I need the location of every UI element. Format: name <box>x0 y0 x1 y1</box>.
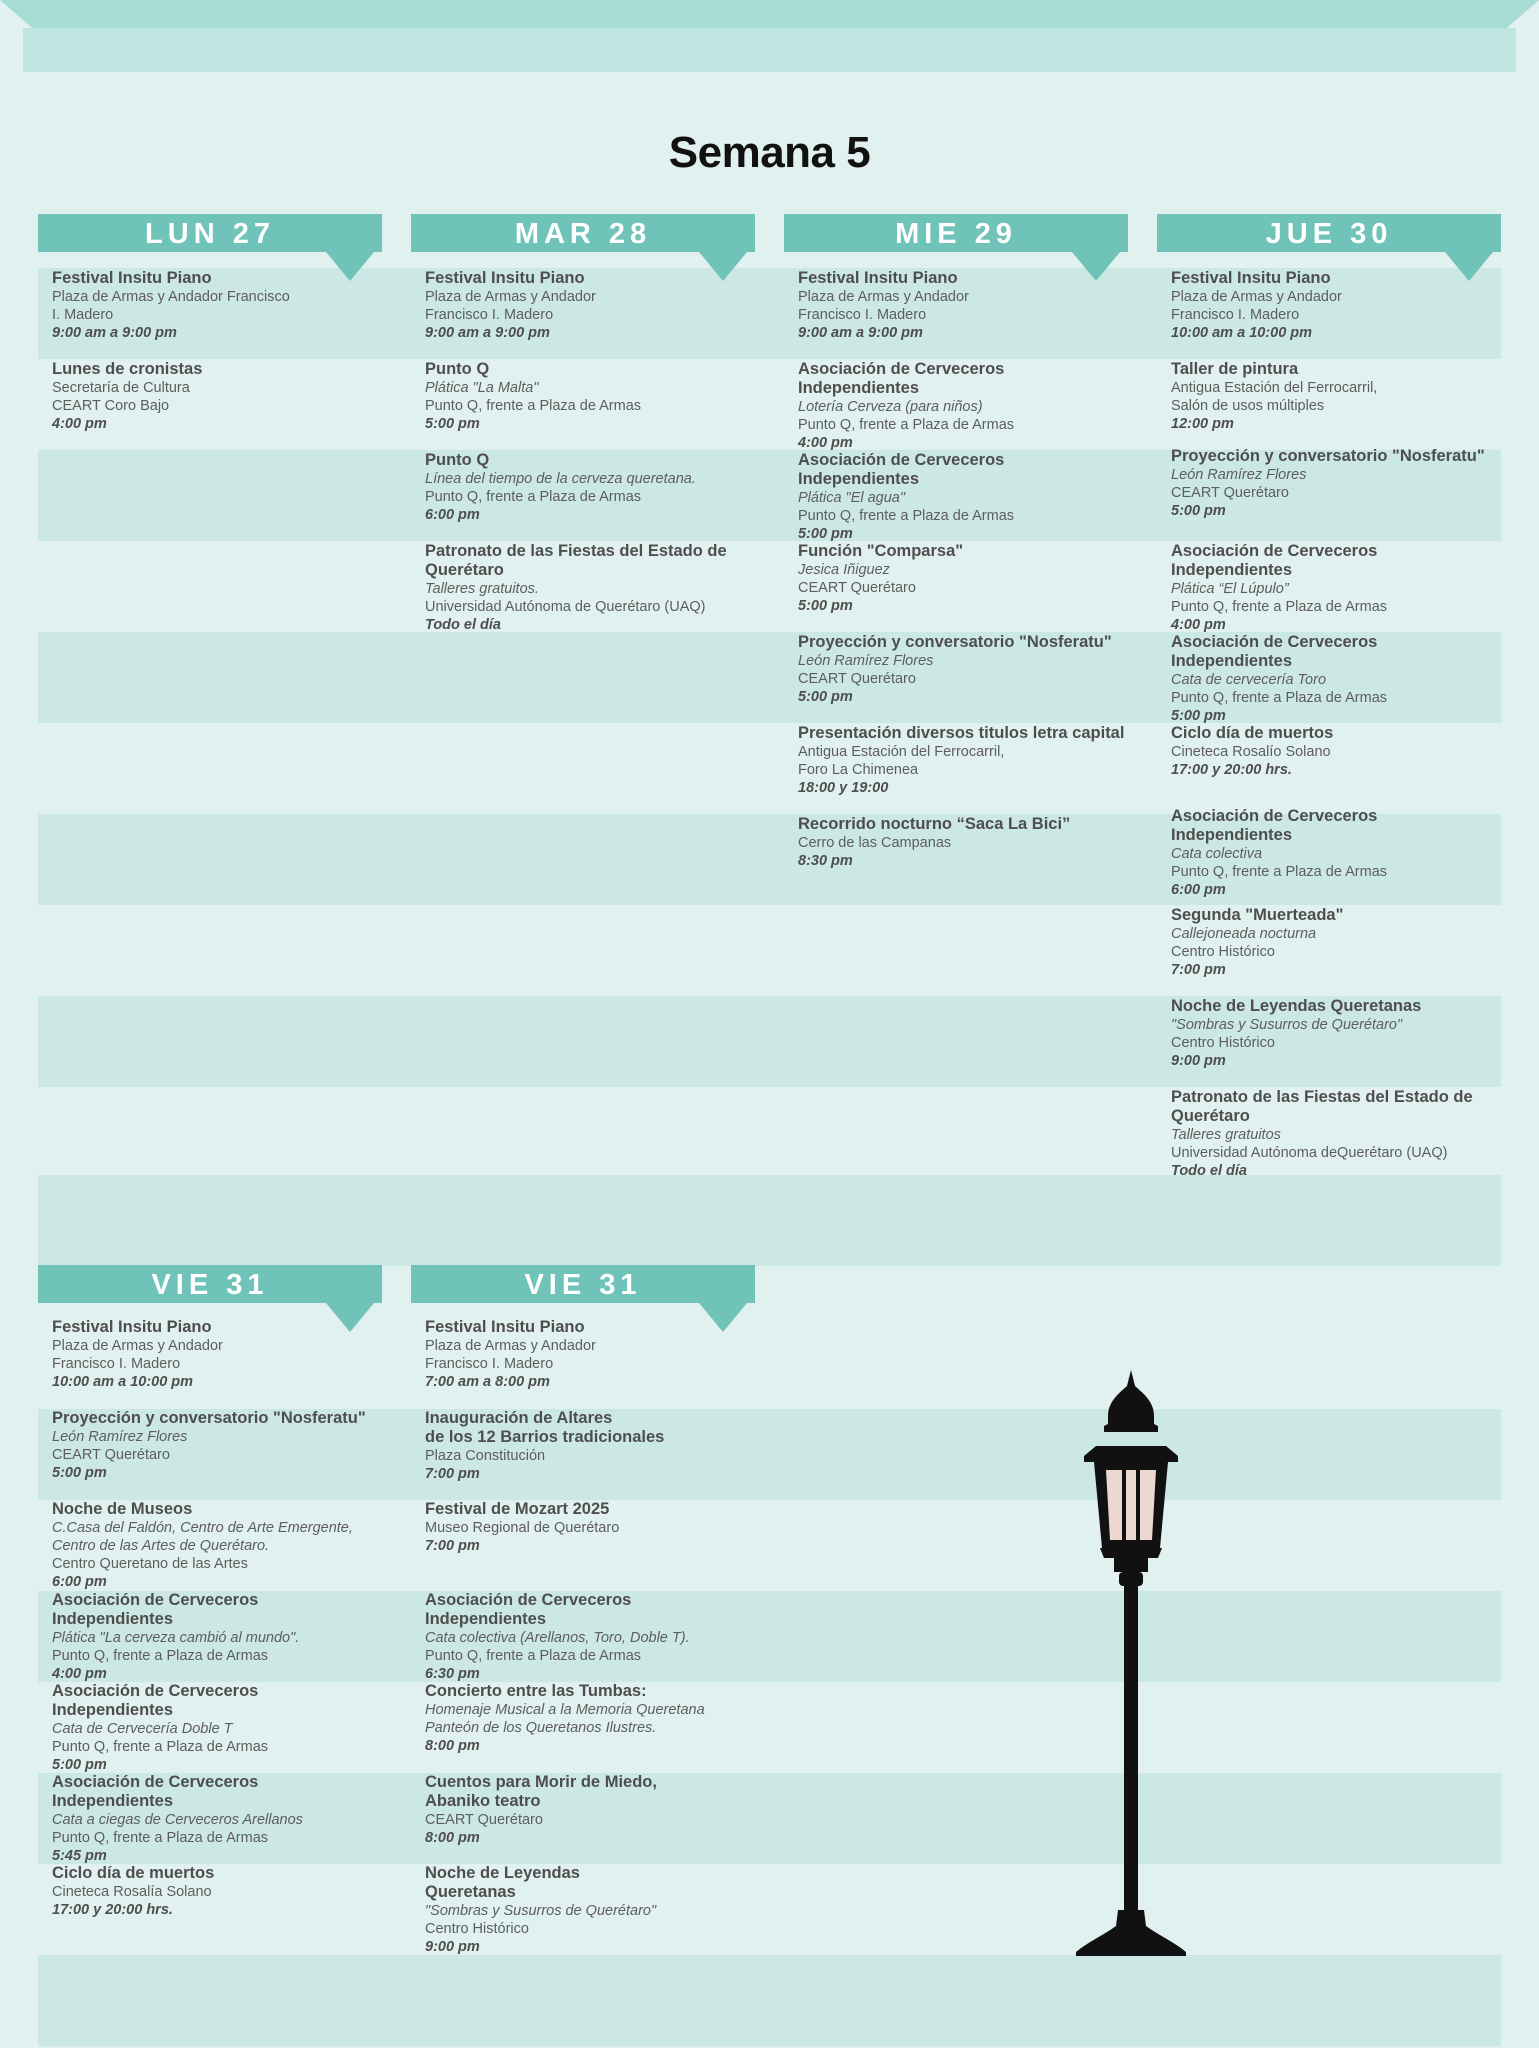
street-lamp-icon <box>1074 1370 1188 1956</box>
event-time: 9:00 am a 9:00 pm <box>425 325 550 341</box>
event-venue: Centro Histórico <box>1171 1035 1275 1051</box>
event-item <box>1171 724 1501 779</box>
event-time: 8:00 pm <box>425 1830 480 1846</box>
day-column-mie-29 <box>784 214 1128 869</box>
event-time: 5:00 pm <box>798 526 853 542</box>
event-subtitle: Homenaje Musical a la Memoria Queretana <box>425 1702 705 1718</box>
event-time: 5:45 pm <box>52 1848 107 1864</box>
event-item <box>1171 269 1501 342</box>
event-title: Festival Insitu Piano <box>425 269 585 287</box>
event-time: 9:00 pm <box>425 1939 480 1955</box>
event-subtitle: Plática “El Lúpulo” <box>1171 581 1289 597</box>
event-title: Lunes de cronistas <box>52 360 203 378</box>
day-column-vie-31-b <box>411 1265 755 1955</box>
event-title: Patronato de las Fiestas del Estado de Querétaro <box>425 542 727 579</box>
event-venue: Cineteca Rosalía Solano <box>52 1884 212 1900</box>
event-item <box>798 360 1128 452</box>
event-item <box>52 1318 382 1391</box>
day-header: MAR 28 <box>411 214 755 252</box>
event-venue: Museo Regional de Querétaro <box>425 1520 620 1536</box>
event-item <box>425 1591 755 1683</box>
event-time: 5:00 pm <box>52 1465 107 1481</box>
event-time: 5:00 pm <box>798 689 853 705</box>
event-title: Proyección y conversatorio "Nosferatu" <box>1171 447 1485 465</box>
event-venue: CEART Coro Bajo <box>52 398 170 414</box>
event-venue: Punto Q, frente a Plaza de Armas <box>425 1648 642 1664</box>
event-venue: CEART Querétaro <box>1171 485 1289 501</box>
event-time: 5:00 pm <box>425 416 480 432</box>
event-venue: Punto Q, frente a Plaza de Armas <box>1171 864 1388 880</box>
event-subtitle: Cata a ciegas de Cerveceros Arellanos <box>52 1812 303 1828</box>
event-title: Asociación de Cerveceros Independientes <box>52 1773 259 1810</box>
event-title: Proyección y conversatorio "Nosferatu" <box>798 633 1112 651</box>
event-time: 8:00 pm <box>425 1738 480 1754</box>
event-time: 9:00 pm <box>1171 1053 1226 1069</box>
event-venue: Plaza de Armas y Andador <box>425 289 596 305</box>
event-title: Asociación de Cerveceros Independientes <box>1171 807 1378 844</box>
event-venue: Plaza de Armas y Andador <box>52 1338 223 1354</box>
event-title: Taller de pintura <box>1171 360 1299 378</box>
day-column-vie-31 <box>38 1265 382 1918</box>
event-time: Todo el día <box>1171 1163 1247 1179</box>
day-header: LUN 27 <box>38 214 382 252</box>
event-venue: CEART Querétaro <box>425 1812 543 1828</box>
event-venue: Centro Histórico <box>425 1921 529 1937</box>
event-subtitle: León Ramírez Flores <box>52 1429 188 1445</box>
event-subtitle: Plática "La Malta" <box>425 380 539 396</box>
event-title: Festival de Mozart 2025 <box>425 1500 610 1518</box>
event-venue: Punto Q, frente a Plaza de Armas <box>1171 599 1388 615</box>
event-item <box>52 269 382 342</box>
event-venue: CEART Querétaro <box>798 671 916 687</box>
event-venue: Cerro de las Campanas <box>798 835 952 851</box>
event-venue: Punto Q, frente a Plaza de Armas <box>798 508 1015 524</box>
event-item <box>425 360 755 433</box>
event-venue: Plaza de Armas y Andador <box>798 289 969 305</box>
event-subtitle: Lotería Cerveza (para niños) <box>798 399 983 415</box>
event-time: 7:00 pm <box>425 1538 480 1554</box>
event-subtitle: Línea del tiempo de la cerveza queretana. <box>425 471 696 487</box>
event-venue: CEART Querétaro <box>798 580 916 596</box>
event-item <box>52 360 382 433</box>
event-time: 7:00 pm <box>1171 962 1226 978</box>
event-venue: Plaza de Armas y Andador <box>1171 289 1342 305</box>
event-venue: Punto Q, frente a Plaza de Armas <box>798 417 1015 433</box>
event-subtitle: León Ramírez Flores <box>798 653 934 669</box>
event-item <box>425 1409 755 1483</box>
event-title: Abaniko teatro <box>425 1792 541 1810</box>
event-venue: Universidad Autónoma deQuerétaro (UAQ) <box>1171 1145 1448 1161</box>
event-item <box>1171 542 1501 634</box>
event-item <box>1171 633 1501 725</box>
event-time: 10:00 am a 10:00 pm <box>1171 325 1313 341</box>
event-time: 4:00 pm <box>1171 617 1226 633</box>
event-title: Recorrido nocturno “Saca La Bici” <box>798 815 1071 833</box>
page-title: Semana 5 <box>668 128 871 177</box>
event-title: Ciclo día de muertos <box>52 1864 215 1882</box>
event-item <box>52 1591 382 1683</box>
event-subtitle: León Ramírez Flores <box>1171 467 1307 483</box>
event-time: 18:00 y 19:00 <box>798 780 889 796</box>
event-title: Función "Comparsa" <box>798 542 964 560</box>
event-title: Queretanas <box>425 1883 516 1901</box>
event-subtitle: Plática "La cerveza cambió al mundo". <box>52 1630 300 1646</box>
event-title: Inauguración de Altares <box>425 1409 613 1427</box>
awning-band <box>23 28 1516 72</box>
day-header: VIE 31 <box>411 1265 755 1303</box>
event-venue: Antigua Estación del Ferrocarril, <box>798 744 1005 760</box>
event-time: 5:00 pm <box>1171 503 1226 519</box>
event-time: 5:00 pm <box>52 1757 107 1773</box>
event-venue: Francisco I. Madero <box>425 307 554 323</box>
event-title: Noche de Leyendas <box>425 1864 580 1882</box>
event-item <box>1171 807 1501 899</box>
event-venue: Francisco I. Madero <box>798 307 927 323</box>
event-subtitle: Panteón de los Queretanos Ilustres. <box>425 1720 657 1736</box>
event-venue: Punto Q, frente a Plaza de Armas <box>1171 690 1388 706</box>
event-venue: Punto Q, frente a Plaza de Armas <box>52 1648 269 1664</box>
event-time: 4:00 pm <box>52 1666 107 1682</box>
event-time: 6:00 pm <box>425 507 480 523</box>
event-time: Todo el día <box>425 617 501 633</box>
event-title: Punto Q <box>425 360 490 378</box>
event-time: 6:30 pm <box>425 1666 480 1682</box>
event-venue: Universidad Autónoma de Querétaro (UAQ) <box>425 599 706 615</box>
event-title: Asociación de Cerveceros Independientes <box>52 1591 259 1628</box>
event-title: Noche de Museos <box>52 1500 193 1518</box>
event-time: 6:00 pm <box>52 1574 107 1590</box>
event-venue: I. Madero <box>52 307 114 323</box>
event-title: Asociación de Cerveceros Independientes <box>425 1591 632 1628</box>
event-subtitle: Cata de Cervecería Doble T <box>52 1721 233 1737</box>
event-item <box>425 1318 755 1391</box>
awning-top <box>0 0 1539 28</box>
event-title: Presentación diversos titulos letra capital <box>798 724 1125 742</box>
event-venue: Centro Queretano de las Artes <box>52 1556 248 1572</box>
event-title: Asociación de Cerveceros Independientes <box>1171 542 1378 579</box>
event-item <box>798 542 1128 615</box>
event-item <box>1171 360 1501 433</box>
day-column-jue-30 <box>1157 214 1501 1179</box>
event-venue: Punto Q, frente a Plaza de Armas <box>425 489 642 505</box>
event-time: 9:00 am a 9:00 pm <box>798 325 923 341</box>
event-title: Festival Insitu Piano <box>52 1318 212 1336</box>
event-title: Patronato de las Fiestas del Estado de Querétaro <box>1171 1088 1473 1125</box>
event-venue: Cineteca Rosalío Solano <box>1171 744 1331 760</box>
event-venue: Plaza de Armas y Andador <box>425 1338 596 1354</box>
row-stripe <box>38 1955 1501 2046</box>
event-venue: Centro Histórico <box>1171 944 1275 960</box>
event-venue: Secretaría de Cultura <box>52 380 190 396</box>
event-time: 6:00 pm <box>1171 882 1226 898</box>
event-title: Asociación de Cerveceros Independientes <box>52 1682 259 1719</box>
event-item <box>798 815 1128 870</box>
event-time: 7:00 am a 8:00 pm <box>425 1374 550 1390</box>
event-subtitle: Jesica Iñiguez <box>798 562 890 578</box>
day-column-mar-28 <box>411 214 755 633</box>
event-subtitle: "Sombras y Susurros de Querétaro" <box>425 1903 657 1919</box>
day-header: JUE 30 <box>1157 214 1501 252</box>
event-title: Cuentos para Morir de Miedo, <box>425 1773 657 1791</box>
event-item <box>52 1500 382 1591</box>
event-item <box>798 633 1128 706</box>
event-item <box>425 269 755 342</box>
event-item <box>425 542 755 634</box>
event-item <box>1171 997 1501 1070</box>
event-time: 7:00 pm <box>425 1466 480 1482</box>
event-subtitle: C.Casa del Faldón, Centro de Arte Emergente, <box>52 1520 353 1536</box>
event-item <box>425 1682 755 1755</box>
event-subtitle: Plática "El agua" <box>798 490 906 506</box>
event-time: 5:00 pm <box>798 598 853 614</box>
event-title: Noche de Leyendas Queretanas <box>1171 997 1422 1015</box>
event-time: 4:00 pm <box>52 416 107 432</box>
event-time: 17:00 y 20:00 hrs. <box>1171 762 1292 778</box>
event-title: de los 12 Barrios tradicionales <box>425 1428 665 1446</box>
event-item <box>425 1773 755 1847</box>
event-item <box>798 451 1128 543</box>
event-item <box>425 1864 755 1956</box>
event-title: Asociación de Cerveceros Independientes <box>798 360 1005 397</box>
day-column-lun-27 <box>38 214 382 432</box>
event-item <box>798 269 1128 342</box>
event-item <box>798 724 1128 797</box>
event-subtitle: Cata colectiva <box>1171 846 1263 862</box>
event-venue: Francisco I. Madero <box>1171 307 1300 323</box>
event-subtitle: "Sombras y Susurros de Querétaro" <box>1171 1017 1403 1033</box>
event-title: Ciclo día de muertos <box>1171 724 1334 742</box>
event-subtitle: Talleres gratuitos <box>1171 1127 1281 1143</box>
event-item <box>425 1500 755 1555</box>
day-header: VIE 31 <box>38 1265 382 1303</box>
event-venue: Antigua Estación del Ferrocarril, <box>1171 380 1378 396</box>
event-venue: Plaza de Armas y Andador Francisco <box>52 289 290 305</box>
event-title: Asociación de Cerveceros Independientes <box>798 451 1005 488</box>
event-title: Festival Insitu Piano <box>425 1318 585 1336</box>
event-title: Asociación de Cerveceros Independientes <box>1171 633 1378 670</box>
event-item <box>52 1773 382 1865</box>
event-subtitle: Talleres gratuitos. <box>425 581 539 597</box>
event-title: Punto Q <box>425 451 490 469</box>
event-title: Segunda "Muerteada" <box>1171 906 1344 924</box>
event-venue: Salón de usos múltiples <box>1171 398 1325 414</box>
event-subtitle: Cata colectiva (Arellanos, Toro, Doble T). <box>425 1630 690 1646</box>
event-title: Festival Insitu Piano <box>52 269 212 287</box>
event-time: 17:00 y 20:00 hrs. <box>52 1902 173 1918</box>
event-time: 5:00 pm <box>1171 708 1226 724</box>
event-subtitle: Cata de cervecería Toro <box>1171 672 1327 688</box>
event-item <box>52 1864 382 1919</box>
event-venue: Foro La Chimenea <box>798 762 919 778</box>
event-venue: Plaza Constitución <box>425 1448 546 1464</box>
event-time: 8:30 pm <box>798 853 853 869</box>
event-time: 9:00 am a 9:00 pm <box>52 325 177 341</box>
event-item <box>1171 1088 1501 1180</box>
event-item <box>425 451 755 524</box>
event-venue: Punto Q, frente a Plaza de Armas <box>425 398 642 414</box>
event-subtitle: Centro de las Artes de Querétaro. <box>52 1538 270 1554</box>
event-venue: Francisco I. Madero <box>425 1356 554 1372</box>
event-item <box>1171 447 1501 520</box>
row-stripe <box>38 1175 1501 1266</box>
event-venue: Punto Q, frente a Plaza de Armas <box>52 1830 269 1846</box>
day-header: MIE 29 <box>784 214 1128 252</box>
event-venue: Francisco I. Madero <box>52 1356 181 1372</box>
event-subtitle: Callejoneada nocturna <box>1171 926 1317 942</box>
event-title: Concierto entre las Tumbas: <box>425 1682 647 1700</box>
event-item <box>52 1409 382 1482</box>
event-title: Festival Insitu Piano <box>798 269 958 287</box>
event-time: 12:00 pm <box>1171 416 1234 432</box>
event-title: Proyección y conversatorio "Nosferatu" <box>52 1409 366 1427</box>
event-item <box>52 1682 382 1774</box>
event-item <box>1171 906 1501 979</box>
event-time: 10:00 am a 10:00 pm <box>52 1374 194 1390</box>
event-venue: Punto Q, frente a Plaza de Armas <box>52 1739 269 1755</box>
event-title: Festival Insitu Piano <box>1171 269 1331 287</box>
event-time: 4:00 pm <box>798 435 853 451</box>
event-venue: CEART Querétaro <box>52 1447 170 1463</box>
